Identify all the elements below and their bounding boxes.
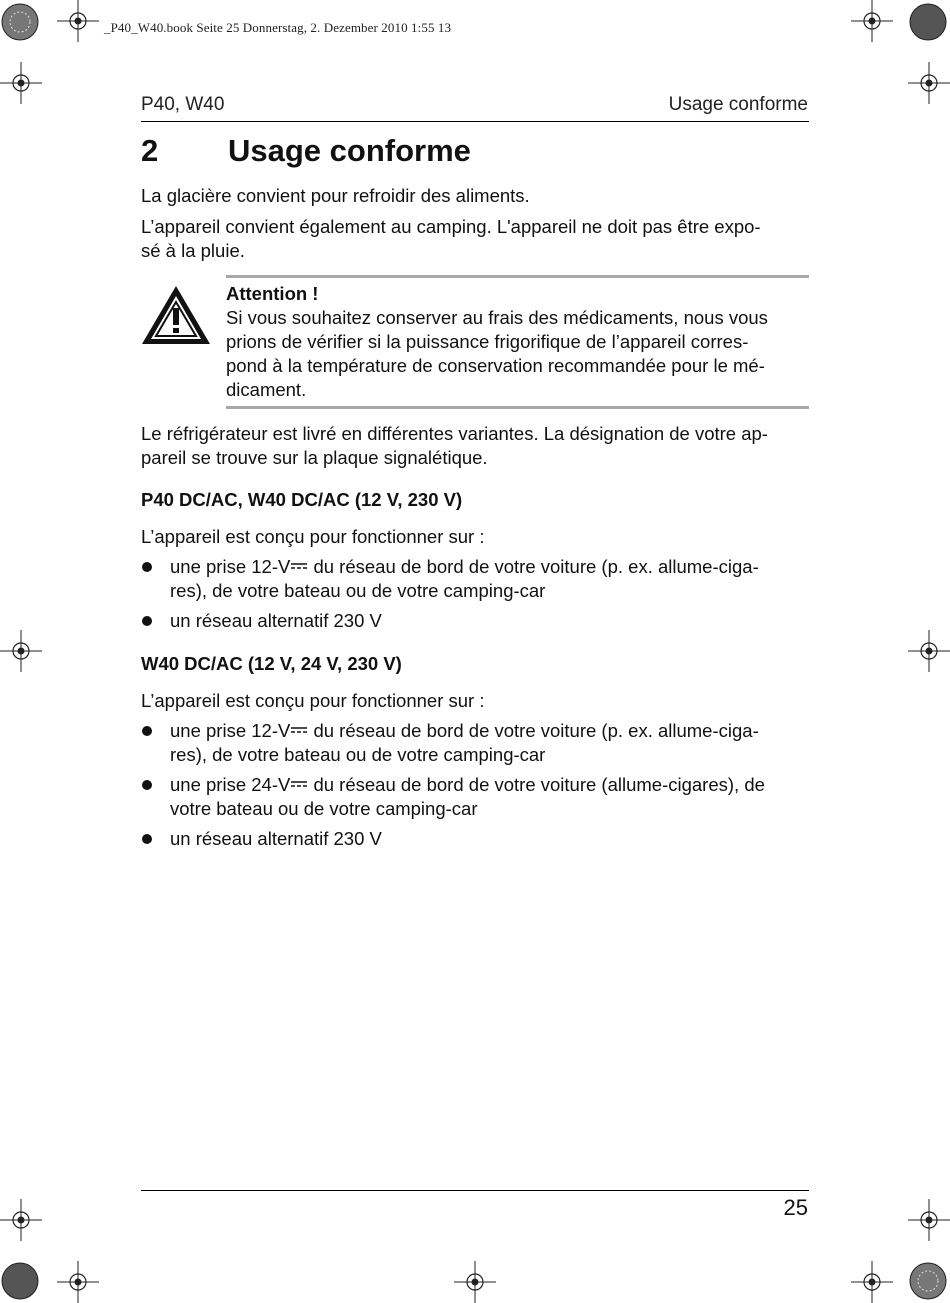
list-item-text-end: du réseau de bord de votre voiture (p. ex. allume-ciga-	[308, 556, 759, 577]
registration-mark-icon	[908, 1199, 950, 1241]
registration-mark-icon	[908, 62, 950, 104]
list-item-text: un réseau alternatif 230 V	[170, 828, 382, 849]
warning-box	[226, 282, 809, 402]
color-target-icon	[0, 1261, 40, 1301]
registration-mark-icon	[851, 0, 893, 42]
color-target-icon	[0, 2, 40, 42]
list-item-text	[170, 555, 809, 603]
dc-current-symbol-icon	[290, 726, 308, 734]
registration-mark-icon	[0, 630, 42, 672]
chapter-heading	[141, 133, 471, 169]
registration-mark-icon	[57, 0, 99, 42]
list-item-text	[170, 719, 809, 767]
list-item-text-start: une prise 12-V	[170, 556, 291, 577]
list-item-text-line2: votre bateau ou de votre camping-car	[170, 798, 478, 819]
color-target-icon	[908, 2, 948, 42]
bullet-dot-icon	[142, 780, 152, 790]
warning-line: dicament.	[226, 379, 307, 400]
list-item-text: un réseau alternatif 230 V	[170, 610, 382, 631]
header-rule	[141, 121, 809, 122]
bullet-dot-icon	[142, 726, 152, 736]
warning-triangle-icon	[140, 284, 212, 346]
warning-bottom-rule	[226, 406, 809, 409]
list-item-text	[170, 773, 809, 821]
color-target-icon	[908, 1261, 948, 1301]
list-item-text-start: une prise 12-V	[170, 720, 291, 741]
warning-line: Si vous souhaitez conserver au frais des médicaments, nous vous	[226, 307, 768, 328]
section-heading-p40-w40: P40 DC/AC, W40 DC/AC (12 V, 230 V)	[141, 489, 463, 510]
paragraph-line: sé à la pluie.	[141, 240, 245, 261]
footer-rule	[141, 1190, 809, 1191]
paragraph-line: Le réfrigérateur est livré en différentes variantes. La désignation de votre ap-	[141, 423, 768, 444]
list-item-text-start: une prise 24-V	[170, 774, 291, 795]
bullet-dot-icon	[142, 562, 152, 572]
print-slug: _P40_W40.book Seite 25 Donnerstag, 2. Dezember 2010 1:55 13	[104, 20, 452, 35]
warning-line: prions de vérifier si la puissance frigorifique de l’appareil corres-	[226, 331, 749, 352]
list-item-text-end: du réseau de bord de votre voiture (p. ex. allume-ciga-	[308, 720, 759, 741]
registration-mark-icon	[0, 62, 42, 104]
warning-line: pond à la température de conservation recommandée pour le mé-	[226, 355, 765, 376]
chapter-title: Usage conforme	[228, 133, 471, 168]
registration-mark-icon	[0, 1199, 42, 1241]
paragraph-camping	[141, 215, 809, 263]
registration-mark-icon	[57, 1261, 99, 1303]
list-item-text-line2: res), de votre bateau ou de votre camping-car	[170, 744, 546, 765]
paragraph-variants	[141, 422, 809, 470]
bullet-dot-icon	[142, 616, 152, 626]
warning-top-rule	[226, 275, 809, 278]
registration-mark-icon	[454, 1261, 496, 1303]
section-intro: L’appareil est conçu pour fonctionner sur :	[141, 690, 485, 711]
list-item-text-line2: res), de votre bateau ou de votre camping-car	[170, 580, 546, 601]
dc-current-symbol-icon	[290, 562, 308, 570]
paragraph-intro: La glacière convient pour refroidir des aliments.	[141, 185, 530, 206]
dc-current-symbol-icon	[290, 780, 308, 788]
section-intro: L’appareil est conçu pour fonctionner sur :	[141, 526, 485, 547]
warning-title: Attention !	[226, 283, 319, 304]
registration-mark-icon	[851, 1261, 893, 1303]
registration-mark-icon	[908, 630, 950, 672]
running-header-right: Usage conforme	[668, 94, 808, 115]
page-number: 25	[783, 1195, 808, 1220]
bullet-dot-icon	[142, 834, 152, 844]
list-item-text-end: du réseau de bord de votre voiture (allume-cigares), de	[308, 774, 765, 795]
paragraph-line: pareil se trouve sur la plaque signalétique.	[141, 447, 488, 468]
chapter-number: 2	[141, 133, 159, 168]
running-header-left: P40, W40	[141, 94, 225, 115]
section-heading-w40: W40 DC/AC (12 V, 24 V, 230 V)	[141, 653, 402, 674]
paragraph-line: L’appareil convient également au camping. L'appareil ne doit pas être expo-	[141, 216, 761, 237]
